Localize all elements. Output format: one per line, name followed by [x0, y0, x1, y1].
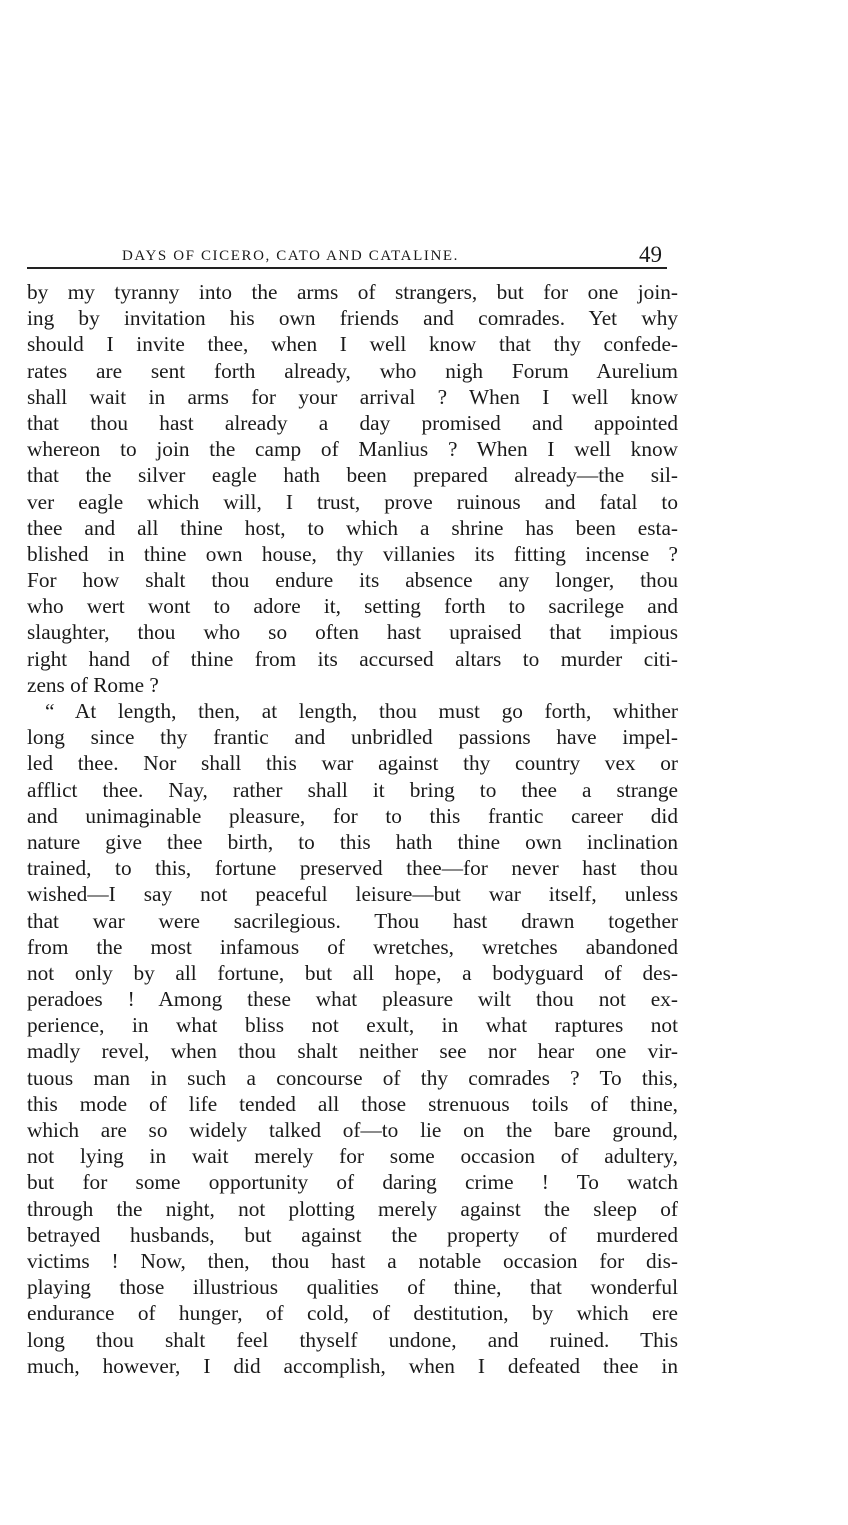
text-line: madly revel, when thou shalt neither see nor hear one vir-: [27, 1039, 678, 1064]
text-line: but for some opportunity of daring crime ! To watch: [27, 1170, 678, 1195]
text-line: betrayed husbands, but against the property of murdered: [27, 1222, 678, 1247]
text-line: zens of Rome ?: [27, 672, 159, 697]
text-line: not only by all fortune, but all hope, a bodyguard of des-: [27, 960, 678, 985]
text-line: slaughter, thou who so often hast upraised that impious: [27, 620, 678, 645]
text-line: blished in thine own house, thy villanies its fitting incense ?: [27, 541, 678, 566]
running-title: DAYS OF CICERO, CATO AND CATALINE.: [122, 248, 459, 264]
text-line: perience, in what bliss not exult, in what raptures not: [27, 1013, 678, 1038]
text-line: For how shalt thou endure its absence any longer, thou: [27, 568, 678, 593]
text-line: from the most infamous of wretches, wretches abandoned: [27, 934, 678, 959]
text-line: much, however, I did accomplish, when I defeated thee in: [27, 1353, 678, 1378]
text-line: should I invite thee, when I well know that thy confede-: [27, 332, 678, 357]
text-line: this mode of life tended all those strenuous toils of thine,: [27, 1091, 678, 1116]
text-line: playing those illustrious qualities of thine, that wonderful: [27, 1275, 678, 1300]
text-line: tuous man in such a concourse of thy comrades ? To this,: [27, 1065, 678, 1090]
text-line: long since thy frantic and unbridled passions have impel-: [27, 725, 678, 750]
text-line: ing by invitation his own friends and comrades. Yet why: [27, 306, 678, 331]
text-line: whereon to join the camp of Manlius ? When I well know: [27, 437, 678, 462]
text-line: that war were sacrilegious. Thou hast drawn together: [27, 908, 678, 933]
text-line: led thee. Nor shall this war against thy country vex or: [27, 751, 678, 776]
text-line: wished—I say not peaceful leisure—but war itself, unless: [27, 882, 678, 907]
text-line: that the silver eagle hath been prepared already—the sil-: [27, 463, 678, 488]
text-line: not lying in wait merely for some occasion of adultery,: [27, 1144, 678, 1169]
text-line: and unimaginable pleasure, for to this frantic career did: [27, 803, 678, 828]
text-line: long thou shalt feel thyself undone, and ruined. This: [27, 1327, 678, 1352]
page-number: 49: [639, 242, 662, 267]
text-line: “ At length, then, at length, thou must go forth, whither: [45, 699, 678, 723]
text-line: rates are sent forth already, who nigh Forum Aurelium: [27, 358, 678, 383]
text-line: thee and all thine host, to which a shrine has been esta-: [27, 515, 678, 540]
text-line: peradoes ! Among these what pleasure wilt thou not ex-: [27, 987, 678, 1012]
text-line: which are so widely talked of—to lie on the bare ground,: [27, 1118, 678, 1142]
text-line: that thou hast already a day promised and appointed: [27, 410, 678, 435]
text-line: endurance of hunger, of cold, of destitution, by which ere: [27, 1301, 678, 1326]
header-rule: [27, 267, 667, 269]
text-line: nature give thee birth, to this hath thine own inclination: [27, 829, 678, 854]
text-line: afflict thee. Nay, rather shall it bring to thee a strange: [27, 777, 678, 802]
body-text: [27, 279, 678, 1379]
text-line: ver eagle which will, I trust, prove ruinous and fatal to: [27, 489, 678, 514]
text-line: shall wait in arms for your arrival ? When I well know: [27, 384, 678, 409]
text-line: through the night, not plotting merely against the sleep of: [27, 1196, 678, 1221]
text-line: victims ! Now, then, thou hast a notable occasion for dis-: [27, 1248, 678, 1273]
text-line: right hand of thine from its accursed altars to murder citi-: [27, 646, 678, 671]
text-line: who wert wont to adore it, setting forth to sacrilege and: [27, 594, 678, 619]
text-line: trained, to this, fortune preserved thee—for never hast thou: [27, 856, 678, 881]
running-header: [27, 244, 667, 268]
text-line: by my tyranny into the arms of strangers, but for one join-: [27, 280, 678, 304]
